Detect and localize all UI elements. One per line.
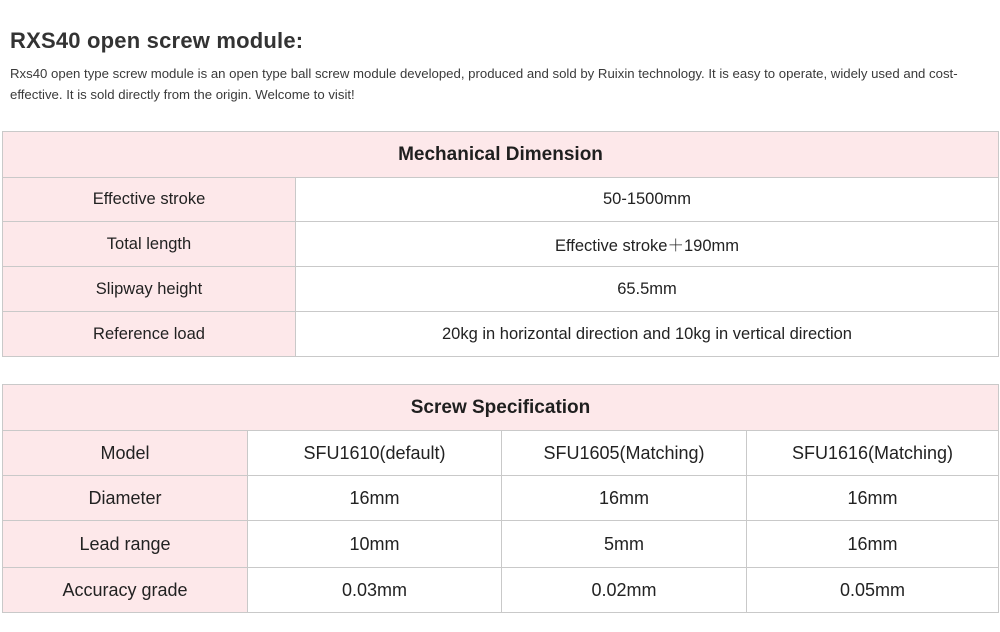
table-row xyxy=(3,267,999,312)
cell-accuracy-sfu1616: 0.05mm xyxy=(747,568,999,613)
row-label-total-length: Total length xyxy=(3,222,296,267)
cell-model-sfu1610: SFU1610(default) xyxy=(248,431,502,476)
cell-model-sfu1605: SFU1605(Matching) xyxy=(502,431,747,476)
row-label-reference-load: Reference load xyxy=(3,312,296,357)
table-row xyxy=(3,312,999,357)
mechanical-dimension-heading: Mechanical Dimension xyxy=(3,132,999,178)
cell-diameter-sfu1605: 16mm xyxy=(502,476,747,521)
row-value-effective-stroke: 50-1500mm xyxy=(296,178,999,222)
table-row xyxy=(3,431,999,476)
row-label-lead-range: Lead range xyxy=(3,521,248,568)
cell-accuracy-sfu1605: 0.02mm xyxy=(502,568,747,613)
row-label-accuracy-grade: Accuracy grade xyxy=(3,568,248,613)
cell-diameter-sfu1610: 16mm xyxy=(248,476,502,521)
row-value-reference-load: 20kg in horizontal direction and 10kg in vertical direction xyxy=(296,312,999,357)
page-title: RXS40 open screw module: xyxy=(10,28,304,53)
cell-lead-sfu1616: 16mm xyxy=(747,521,999,568)
table-header-row xyxy=(3,385,999,431)
row-label-diameter: Diameter xyxy=(3,476,248,521)
cell-lead-sfu1605: 5mm xyxy=(502,521,747,568)
row-label-slipway-height: Slipway height xyxy=(3,267,296,312)
intro-description: Rxs40 open type screw module is an open type ball screw module developed, produced and sold by Ruixin technology. It is easy to operate, widely used and cost-effective. It is sold directly from the origin. Welcome to visit! xyxy=(10,66,958,102)
mechanical-dimension-table xyxy=(2,131,999,357)
row-value-total-length: Effective stroke＋190mm xyxy=(296,222,999,267)
screw-specification-heading: Screw Specification xyxy=(3,385,999,431)
screw-specification-table xyxy=(2,384,999,613)
row-value-slipway-height: 65.5mm xyxy=(296,267,999,312)
cell-accuracy-sfu1610: 0.03mm xyxy=(248,568,502,613)
table-row xyxy=(3,222,999,267)
cell-model-sfu1616: SFU1616(Matching) xyxy=(747,431,999,476)
table-row xyxy=(3,521,999,568)
table-row xyxy=(3,178,999,222)
table-row xyxy=(3,476,999,521)
cell-diameter-sfu1616: 16mm xyxy=(747,476,999,521)
row-label-model: Model xyxy=(3,431,248,476)
table-header-row xyxy=(3,132,999,178)
cell-lead-sfu1610: 10mm xyxy=(248,521,502,568)
table-row xyxy=(3,568,999,613)
row-label-effective-stroke: Effective stroke xyxy=(3,178,296,222)
